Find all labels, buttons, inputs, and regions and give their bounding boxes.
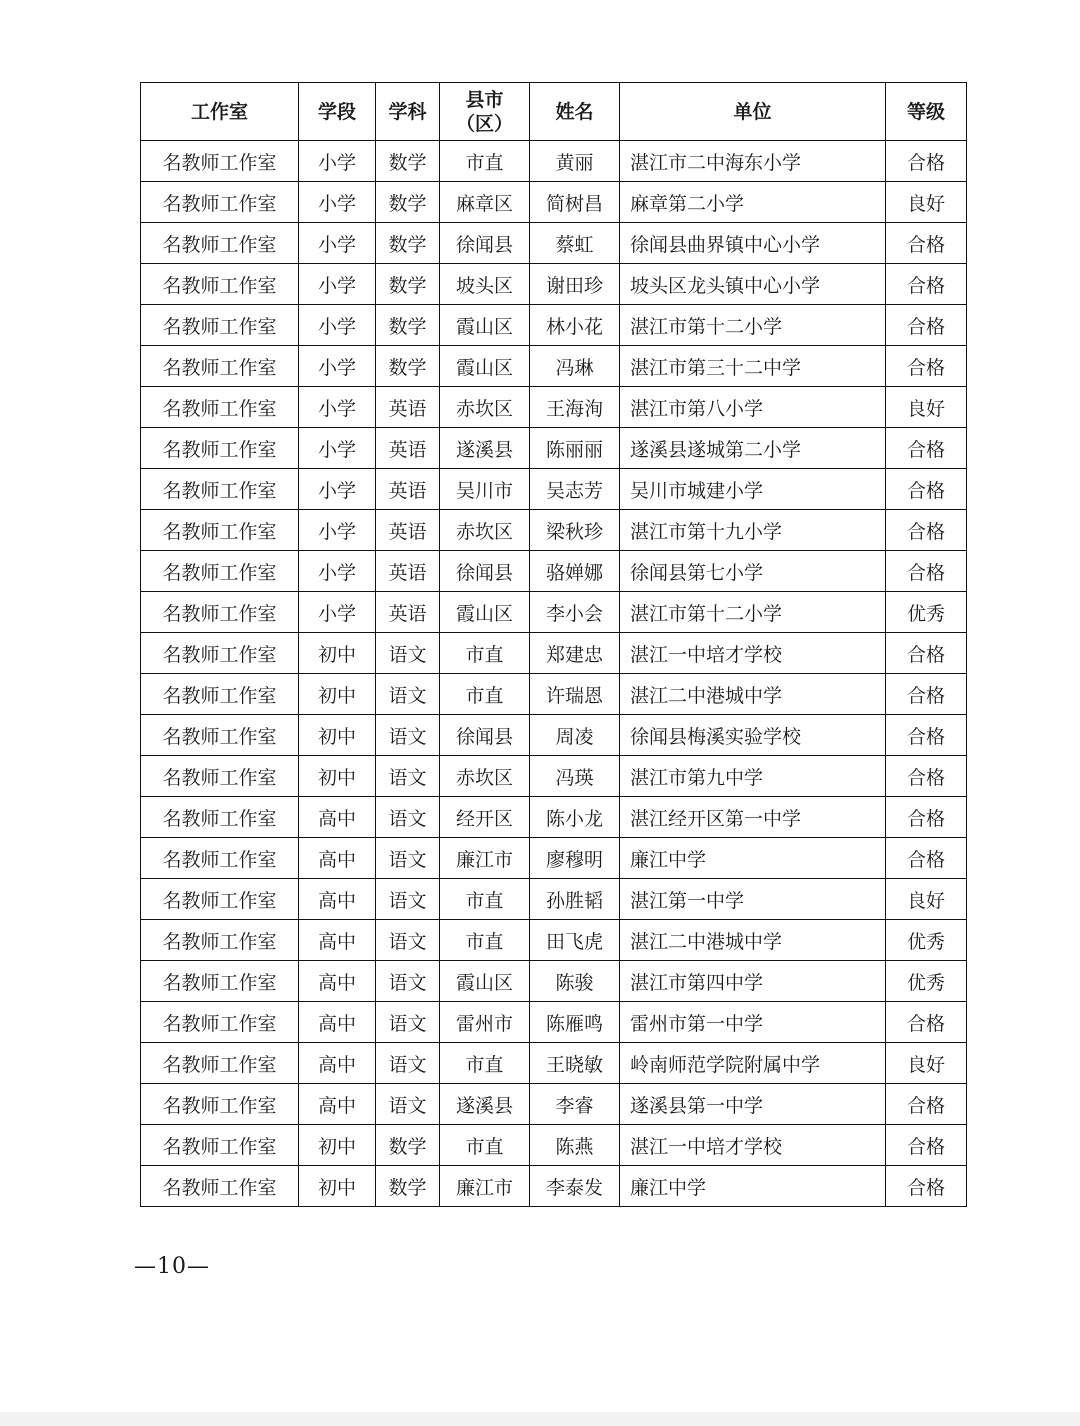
table-body xyxy=(141,141,967,1207)
table-row xyxy=(141,1002,967,1043)
cell-unit: 湛江一中培才学校 xyxy=(620,633,886,674)
cell-county: 赤坎区 xyxy=(440,387,530,428)
cell-studio: 名教师工作室 xyxy=(141,1043,299,1084)
cell-grade: 合格 xyxy=(886,1002,967,1043)
cell-grade: 合格 xyxy=(886,674,967,715)
cell-county: 市直 xyxy=(440,1125,530,1166)
table-row xyxy=(141,551,967,592)
cell-stage: 高中 xyxy=(299,1043,376,1084)
cell-studio: 名教师工作室 xyxy=(141,961,299,1002)
cell-subject: 数学 xyxy=(376,264,440,305)
cell-grade: 合格 xyxy=(886,838,967,879)
page-bottom-edge xyxy=(0,1412,1080,1426)
cell-stage: 小学 xyxy=(299,346,376,387)
cell-stage: 小学 xyxy=(299,469,376,510)
cell-grade: 良好 xyxy=(886,879,967,920)
cell-county: 麻章区 xyxy=(440,182,530,223)
cell-stage: 初中 xyxy=(299,756,376,797)
cell-grade: 合格 xyxy=(886,428,967,469)
cell-stage: 小学 xyxy=(299,428,376,469)
cell-county: 徐闻县 xyxy=(440,551,530,592)
cell-grade: 合格 xyxy=(886,551,967,592)
cell-unit: 湛江一中培才学校 xyxy=(620,1125,886,1166)
cell-grade: 优秀 xyxy=(886,961,967,1002)
header-county-line1: 县市 xyxy=(465,88,504,111)
table-row xyxy=(141,469,967,510)
cell-grade: 良好 xyxy=(886,182,967,223)
cell-studio: 名教师工作室 xyxy=(141,551,299,592)
page-number: —10— xyxy=(134,1254,210,1279)
table-row xyxy=(141,510,967,551)
cell-teacher-name: 蔡虹 xyxy=(530,223,620,264)
cell-subject: 英语 xyxy=(376,387,440,428)
cell-county: 市直 xyxy=(440,1043,530,1084)
cell-stage: 小学 xyxy=(299,592,376,633)
cell-county: 廉江市 xyxy=(440,838,530,879)
cell-teacher-name: 郑建忠 xyxy=(530,633,620,674)
cell-county: 赤坎区 xyxy=(440,756,530,797)
cell-grade: 合格 xyxy=(886,715,967,756)
cell-teacher-name: 王晓敏 xyxy=(530,1043,620,1084)
cell-unit: 湛江市第九中学 xyxy=(620,756,886,797)
cell-grade: 优秀 xyxy=(886,920,967,961)
cell-studio: 名教师工作室 xyxy=(141,1002,299,1043)
cell-subject: 语文 xyxy=(376,715,440,756)
cell-subject: 语文 xyxy=(376,879,440,920)
header-stage: 学段 xyxy=(299,83,376,141)
cell-grade: 合格 xyxy=(886,223,967,264)
cell-teacher-name: 梁秋珍 xyxy=(530,510,620,551)
cell-subject: 英语 xyxy=(376,469,440,510)
cell-subject: 语文 xyxy=(376,1002,440,1043)
cell-county: 徐闻县 xyxy=(440,223,530,264)
header-row xyxy=(141,83,967,141)
cell-county: 市直 xyxy=(440,141,530,182)
cell-unit: 岭南师范学院附属中学 xyxy=(620,1043,886,1084)
cell-teacher-name: 许瑞恩 xyxy=(530,674,620,715)
cell-teacher-name: 陈小龙 xyxy=(530,797,620,838)
cell-unit: 麻章第二小学 xyxy=(620,182,886,223)
cell-grade: 合格 xyxy=(886,1084,967,1125)
cell-grade: 合格 xyxy=(886,264,967,305)
table-row xyxy=(141,182,967,223)
cell-subject: 英语 xyxy=(376,551,440,592)
cell-unit: 遂溪县遂城第二小学 xyxy=(620,428,886,469)
cell-stage: 小学 xyxy=(299,223,376,264)
table-row xyxy=(141,1084,967,1125)
cell-studio: 名教师工作室 xyxy=(141,141,299,182)
cell-grade: 合格 xyxy=(886,346,967,387)
cell-subject: 数学 xyxy=(376,223,440,264)
cell-stage: 高中 xyxy=(299,1084,376,1125)
cell-stage: 初中 xyxy=(299,1166,376,1207)
table-row xyxy=(141,592,967,633)
table-row xyxy=(141,633,967,674)
cell-stage: 高中 xyxy=(299,838,376,879)
cell-county: 市直 xyxy=(440,920,530,961)
cell-studio: 名教师工作室 xyxy=(141,1166,299,1207)
cell-stage: 小学 xyxy=(299,141,376,182)
header-county xyxy=(440,83,530,141)
cell-studio: 名教师工作室 xyxy=(141,1125,299,1166)
cell-unit: 湛江市第十九小学 xyxy=(620,510,886,551)
cell-studio: 名教师工作室 xyxy=(141,838,299,879)
cell-county: 赤坎区 xyxy=(440,510,530,551)
table-row xyxy=(141,715,967,756)
cell-stage: 初中 xyxy=(299,715,376,756)
cell-studio: 名教师工作室 xyxy=(141,879,299,920)
cell-subject: 语文 xyxy=(376,797,440,838)
table-row xyxy=(141,797,967,838)
cell-stage: 小学 xyxy=(299,551,376,592)
table-row xyxy=(141,346,967,387)
cell-county: 遂溪县 xyxy=(440,1084,530,1125)
cell-county: 市直 xyxy=(440,674,530,715)
cell-county: 吴川市 xyxy=(440,469,530,510)
table-row xyxy=(141,879,967,920)
cell-subject: 语文 xyxy=(376,633,440,674)
cell-unit: 湛江市二中海东小学 xyxy=(620,141,886,182)
cell-teacher-name: 黄丽 xyxy=(530,141,620,182)
cell-subject: 语文 xyxy=(376,674,440,715)
cell-studio: 名教师工作室 xyxy=(141,756,299,797)
cell-county: 霞山区 xyxy=(440,305,530,346)
cell-studio: 名教师工作室 xyxy=(141,592,299,633)
cell-unit: 湛江二中港城中学 xyxy=(620,920,886,961)
cell-teacher-name: 周凌 xyxy=(530,715,620,756)
table-header xyxy=(141,83,967,141)
cell-subject: 英语 xyxy=(376,592,440,633)
cell-studio: 名教师工作室 xyxy=(141,223,299,264)
cell-teacher-name: 冯瑛 xyxy=(530,756,620,797)
cell-teacher-name: 陈雁鸣 xyxy=(530,1002,620,1043)
cell-unit: 坡头区龙头镇中心小学 xyxy=(620,264,886,305)
cell-grade: 合格 xyxy=(886,305,967,346)
cell-unit: 湛江市第十二小学 xyxy=(620,592,886,633)
header-county-line2: （区） xyxy=(455,112,513,135)
cell-unit: 遂溪县第一中学 xyxy=(620,1084,886,1125)
cell-studio: 名教师工作室 xyxy=(141,469,299,510)
cell-subject: 语文 xyxy=(376,756,440,797)
cell-grade: 合格 xyxy=(886,797,967,838)
cell-grade: 合格 xyxy=(886,1166,967,1207)
cell-teacher-name: 李小会 xyxy=(530,592,620,633)
cell-stage: 小学 xyxy=(299,510,376,551)
cell-county: 霞山区 xyxy=(440,346,530,387)
cell-subject: 语文 xyxy=(376,920,440,961)
table-row xyxy=(141,920,967,961)
cell-subject: 数学 xyxy=(376,305,440,346)
cell-subject: 语文 xyxy=(376,1084,440,1125)
cell-unit: 湛江市第三十二中学 xyxy=(620,346,886,387)
cell-grade: 合格 xyxy=(886,756,967,797)
cell-unit: 徐闻县第七小学 xyxy=(620,551,886,592)
header-grade: 等级 xyxy=(886,83,967,141)
cell-grade: 合格 xyxy=(886,510,967,551)
cell-grade: 合格 xyxy=(886,1125,967,1166)
table-row xyxy=(141,756,967,797)
cell-subject: 数学 xyxy=(376,182,440,223)
cell-county: 霞山区 xyxy=(440,592,530,633)
cell-teacher-name: 李睿 xyxy=(530,1084,620,1125)
cell-studio: 名教师工作室 xyxy=(141,264,299,305)
cell-county: 徐闻县 xyxy=(440,715,530,756)
cell-studio: 名教师工作室 xyxy=(141,305,299,346)
table-row xyxy=(141,1043,967,1084)
cell-unit: 雷州市第一中学 xyxy=(620,1002,886,1043)
cell-studio: 名教师工作室 xyxy=(141,387,299,428)
cell-grade: 合格 xyxy=(886,469,967,510)
header-studio: 工作室 xyxy=(141,83,299,141)
cell-teacher-name: 吴志芳 xyxy=(530,469,620,510)
table-row xyxy=(141,223,967,264)
cell-stage: 小学 xyxy=(299,305,376,346)
cell-stage: 初中 xyxy=(299,633,376,674)
cell-stage: 初中 xyxy=(299,1125,376,1166)
cell-grade: 合格 xyxy=(886,633,967,674)
cell-studio: 名教师工作室 xyxy=(141,797,299,838)
cell-studio: 名教师工作室 xyxy=(141,715,299,756)
cell-grade: 良好 xyxy=(886,387,967,428)
cell-unit: 徐闻县曲界镇中心小学 xyxy=(620,223,886,264)
cell-studio: 名教师工作室 xyxy=(141,674,299,715)
cell-subject: 英语 xyxy=(376,510,440,551)
cell-studio: 名教师工作室 xyxy=(141,182,299,223)
cell-unit: 湛江第一中学 xyxy=(620,879,886,920)
cell-teacher-name: 廖穆明 xyxy=(530,838,620,879)
cell-studio: 名教师工作室 xyxy=(141,1084,299,1125)
cell-county: 坡头区 xyxy=(440,264,530,305)
cell-stage: 初中 xyxy=(299,674,376,715)
header-name: 姓名 xyxy=(530,83,620,141)
cell-unit: 湛江市第八小学 xyxy=(620,387,886,428)
cell-unit: 湛江二中港城中学 xyxy=(620,674,886,715)
cell-unit: 廉江中学 xyxy=(620,838,886,879)
cell-teacher-name: 陈骏 xyxy=(530,961,620,1002)
header-unit: 单位 xyxy=(620,83,886,141)
teacher-studio-table xyxy=(140,82,967,1207)
cell-county: 经开区 xyxy=(440,797,530,838)
cell-unit: 湛江经开区第一中学 xyxy=(620,797,886,838)
cell-county: 市直 xyxy=(440,879,530,920)
cell-stage: 小学 xyxy=(299,264,376,305)
cell-teacher-name: 田飞虎 xyxy=(530,920,620,961)
cell-stage: 高中 xyxy=(299,797,376,838)
table-row xyxy=(141,1125,967,1166)
cell-county: 遂溪县 xyxy=(440,428,530,469)
cell-stage: 高中 xyxy=(299,961,376,1002)
cell-stage: 小学 xyxy=(299,387,376,428)
cell-stage: 小学 xyxy=(299,182,376,223)
cell-grade: 良好 xyxy=(886,1043,967,1084)
table-row xyxy=(141,387,967,428)
cell-studio: 名教师工作室 xyxy=(141,346,299,387)
cell-studio: 名教师工作室 xyxy=(141,428,299,469)
cell-teacher-name: 王海洵 xyxy=(530,387,620,428)
cell-county: 市直 xyxy=(440,633,530,674)
cell-stage: 高中 xyxy=(299,879,376,920)
cell-grade: 优秀 xyxy=(886,592,967,633)
cell-county: 雷州市 xyxy=(440,1002,530,1043)
cell-subject: 数学 xyxy=(376,141,440,182)
cell-stage: 高中 xyxy=(299,920,376,961)
cell-studio: 名教师工作室 xyxy=(141,510,299,551)
cell-teacher-name: 冯琳 xyxy=(530,346,620,387)
cell-unit: 湛江市第十二小学 xyxy=(620,305,886,346)
table-row xyxy=(141,428,967,469)
cell-stage: 高中 xyxy=(299,1002,376,1043)
cell-teacher-name: 谢田珍 xyxy=(530,264,620,305)
cell-subject: 英语 xyxy=(376,428,440,469)
cell-teacher-name: 陈丽丽 xyxy=(530,428,620,469)
cell-county: 廉江市 xyxy=(440,1166,530,1207)
cell-subject: 语文 xyxy=(376,1043,440,1084)
table-row xyxy=(141,961,967,1002)
cell-subject: 数学 xyxy=(376,1125,440,1166)
cell-unit: 廉江中学 xyxy=(620,1166,886,1207)
cell-subject: 数学 xyxy=(376,1166,440,1207)
table-row xyxy=(141,1166,967,1207)
table-row xyxy=(141,838,967,879)
cell-subject: 语文 xyxy=(376,961,440,1002)
cell-teacher-name: 陈燕 xyxy=(530,1125,620,1166)
cell-unit: 湛江市第四中学 xyxy=(620,961,886,1002)
cell-teacher-name: 简树昌 xyxy=(530,182,620,223)
table-row xyxy=(141,674,967,715)
cell-teacher-name: 骆婵娜 xyxy=(530,551,620,592)
cell-subject: 语文 xyxy=(376,838,440,879)
cell-unit: 吴川市城建小学 xyxy=(620,469,886,510)
cell-teacher-name: 林小花 xyxy=(530,305,620,346)
cell-subject: 数学 xyxy=(376,346,440,387)
cell-teacher-name: 李泰发 xyxy=(530,1166,620,1207)
cell-studio: 名教师工作室 xyxy=(141,920,299,961)
table-row xyxy=(141,264,967,305)
cell-county: 霞山区 xyxy=(440,961,530,1002)
cell-unit: 徐闻县梅溪实验学校 xyxy=(620,715,886,756)
table-row xyxy=(141,141,967,182)
cell-grade: 合格 xyxy=(886,141,967,182)
header-subject: 学科 xyxy=(376,83,440,141)
cell-studio: 名教师工作室 xyxy=(141,633,299,674)
table-row xyxy=(141,305,967,346)
cell-teacher-name: 孙胜韬 xyxy=(530,879,620,920)
